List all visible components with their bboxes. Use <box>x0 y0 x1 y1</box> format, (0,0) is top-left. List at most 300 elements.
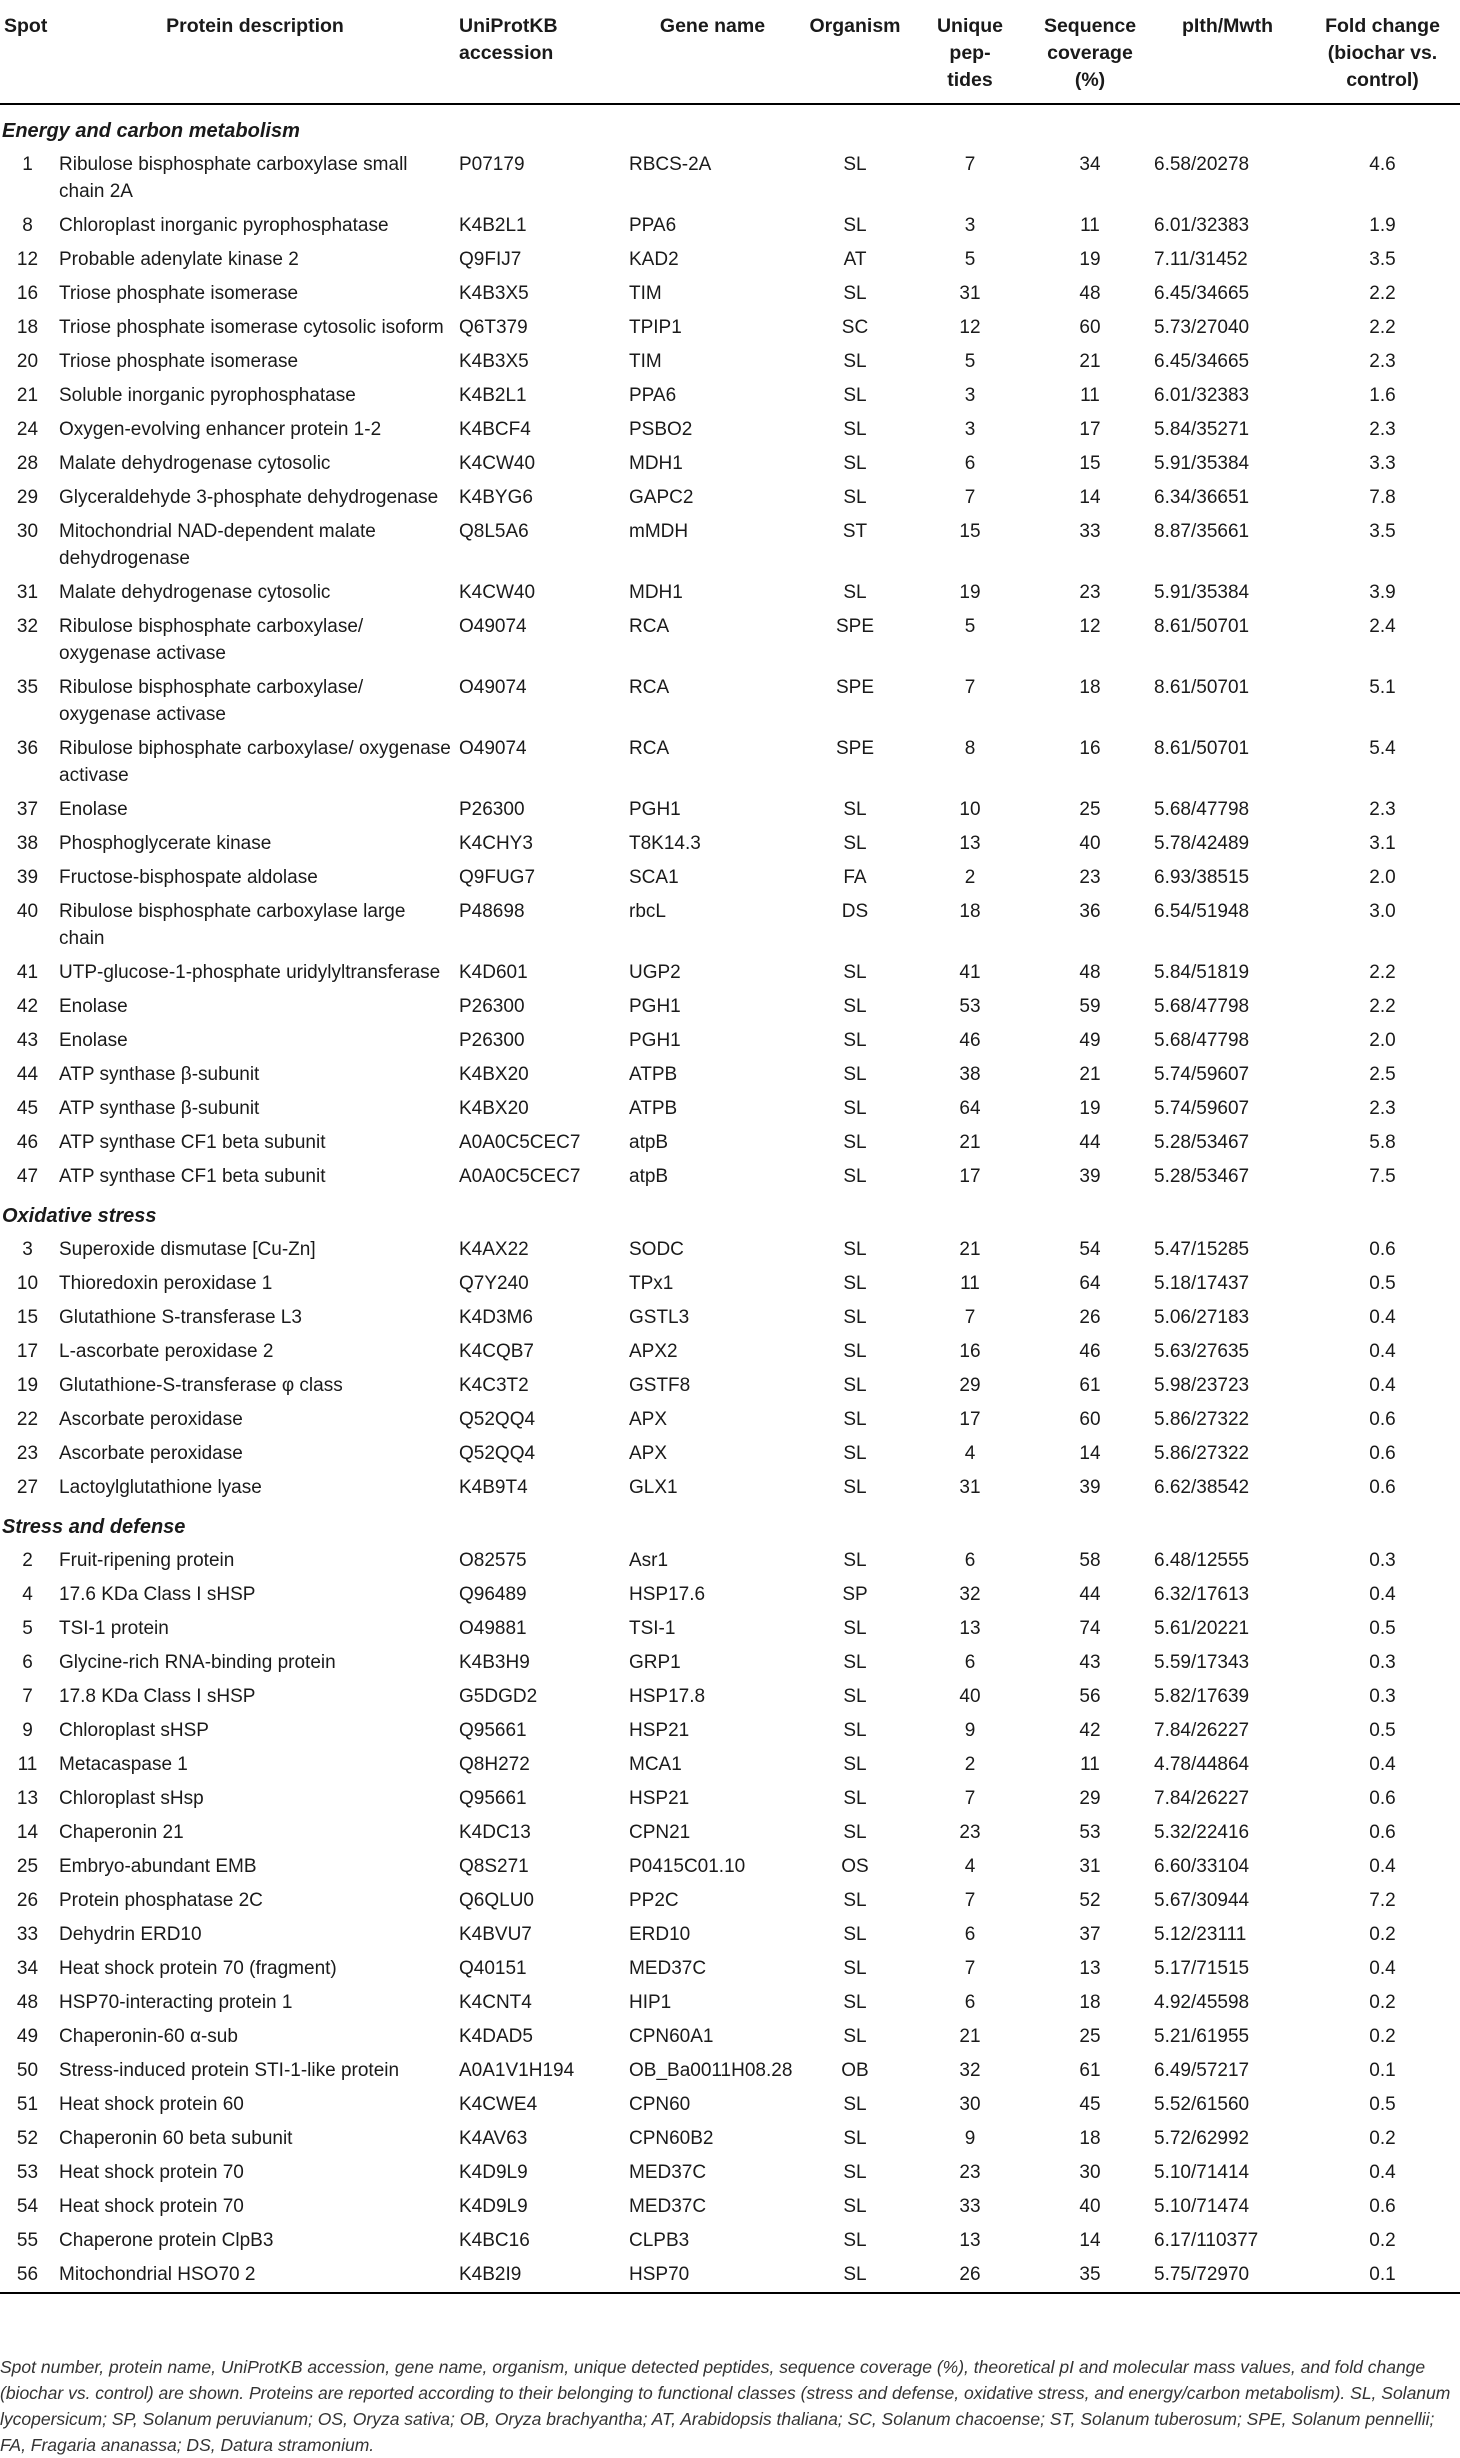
cell-fold-change: 2.2 <box>1369 283 1396 304</box>
cell-pi-mw: 5.68/47798 <box>1154 996 1250 1017</box>
cell-unique-peptides: 17 <box>959 1409 981 1430</box>
cell-unique-peptides: 23 <box>959 1822 981 1843</box>
cell-accession: P48698 <box>459 901 525 922</box>
cell-sequence-coverage: 30 <box>1079 2162 1101 2183</box>
cell-gene-name: Asr1 <box>629 1550 669 1571</box>
table-row <box>0 671 1460 732</box>
cell-gene-name: PPA6 <box>629 385 677 406</box>
cell-organism: SL <box>843 385 867 406</box>
table-header-row <box>0 0 1460 104</box>
cell-protein-description: Enolase <box>59 996 128 1017</box>
cell-accession: O49074 <box>459 738 527 759</box>
cell-fold-change: 0.1 <box>1369 2060 1396 2081</box>
cell-protein-description: Fructose-bisphospate aldolase <box>59 867 318 888</box>
cell-protein-description: Triose phosphate isomerase cytosolic isoform <box>59 317 444 338</box>
cell-unique-peptides: 32 <box>959 2060 981 2081</box>
cell-fold-change: 0.6 <box>1369 2196 1396 2217</box>
cell-unique-peptides: 19 <box>959 582 981 603</box>
cell-accession: P26300 <box>459 1030 525 1051</box>
cell-pi-mw: 5.32/22416 <box>1154 1822 1250 1843</box>
cell-protein-description: Glyceraldehyde 3-phosphate dehydrogenase <box>59 487 439 508</box>
cell-organism: SL <box>843 453 867 474</box>
cell-spot: 6 <box>22 1652 33 1673</box>
cell-pi-mw: 5.78/42489 <box>1154 833 1250 854</box>
cell-pi-mw: 4.78/44864 <box>1154 1754 1250 1775</box>
cell-spot: 26 <box>16 1890 39 1911</box>
cell-spot: 4 <box>22 1584 33 1605</box>
cell-gene-name: CPN60B2 <box>629 2128 714 2149</box>
cell-protein-description: ATP synthase CF1 beta subunit <box>59 1132 326 1153</box>
cell-accession: Q52QQ4 <box>459 1409 536 1430</box>
cell-accession: Q6T379 <box>459 317 528 338</box>
cell-pi-mw: 5.98/23723 <box>1154 1375 1250 1396</box>
table-row <box>0 2190 1460 2224</box>
cell-unique-peptides: 13 <box>959 833 981 854</box>
cell-fold-change: 0.6 <box>1369 1239 1396 1260</box>
cell-spot: 52 <box>16 2128 39 2149</box>
cell-pi-mw: 5.73/27040 <box>1154 317 1250 338</box>
cell-protein-description: Chaperonin 60 beta subunit <box>59 2128 293 2149</box>
cell-fold-change: 0.4 <box>1369 1584 1396 1605</box>
cell-accession: K4CHY3 <box>459 833 533 854</box>
cell-fold-change: 1.6 <box>1369 385 1396 406</box>
cell-fold-change: 0.2 <box>1369 1924 1396 1945</box>
cell-pi-mw: 6.45/34665 <box>1154 351 1250 372</box>
cell-spot: 23 <box>16 1443 39 1464</box>
cell-spot: 44 <box>16 1064 39 1085</box>
cell-sequence-coverage: 11 <box>1080 215 1100 236</box>
cell-protein-description: Chloroplast inorganic pyrophosphatase <box>59 215 389 236</box>
cell-spot: 12 <box>16 249 39 270</box>
cell-protein-description: Chaperone protein ClpB3 <box>59 2230 274 2251</box>
section-title: Energy and carbon metabolism <box>2 120 300 142</box>
table-row <box>0 2258 1460 2293</box>
cell-gene-name: RBCS-2A <box>629 154 712 175</box>
cell-spot: 50 <box>16 2060 39 2081</box>
cell-sequence-coverage: 14 <box>1079 2230 1101 2251</box>
cell-gene-name: OB_Ba0011H08.28 <box>629 2060 793 2081</box>
cell-spot: 11 <box>17 1754 38 1775</box>
cell-sequence-coverage: 25 <box>1079 799 1101 820</box>
cell-organism: SL <box>843 1822 867 1843</box>
cell-sequence-coverage: 16 <box>1079 738 1101 759</box>
cell-accession: Q8H272 <box>459 1754 530 1775</box>
cell-organism: SL <box>843 2026 867 2047</box>
cell-spot: 47 <box>16 1166 39 1187</box>
cell-accession: Q52QQ4 <box>459 1443 536 1464</box>
cell-pi-mw: 5.59/17343 <box>1154 1652 1250 1673</box>
cell-unique-peptides: 13 <box>959 1618 981 1639</box>
table-row <box>0 1578 1460 1612</box>
cell-gene-name: MCA1 <box>629 1754 682 1775</box>
cell-sequence-coverage: 45 <box>1079 2094 1101 2115</box>
cell-sequence-coverage: 44 <box>1079 1584 1101 1605</box>
cell-spot: 43 <box>16 1030 39 1051</box>
table-row <box>0 1782 1460 1816</box>
cell-gene-name: RCA <box>629 616 670 637</box>
cell-protein-description: L-ascorbate peroxidase 2 <box>59 1341 274 1362</box>
table-row <box>0 1403 1460 1437</box>
section-header-row <box>0 1194 1460 1233</box>
cell-unique-peptides: 2 <box>964 1754 976 1775</box>
cell-gene-name: PSBO2 <box>629 419 693 440</box>
table-row <box>0 1544 1460 1578</box>
table-row <box>0 2224 1460 2258</box>
cell-sequence-coverage: 14 <box>1079 487 1101 508</box>
cell-organism: SL <box>843 1064 867 1085</box>
table-row <box>0 2020 1460 2054</box>
cell-protein-description: Soluble inorganic pyrophosphatase <box>59 385 356 406</box>
cell-sequence-coverage: 31 <box>1079 1856 1101 1877</box>
cell-fold-change: 2.2 <box>1369 317 1396 338</box>
cell-fold-change: 2.2 <box>1369 962 1396 983</box>
cell-protein-description: Ribulose biphosphate carboxylase/ oxygenase activase <box>59 738 451 786</box>
cell-sequence-coverage: 13 <box>1079 1958 1101 1979</box>
cell-accession: O49074 <box>459 616 527 637</box>
cell-organism: SL <box>843 1754 867 1775</box>
cell-fold-change: 0.6 <box>1369 1822 1396 1843</box>
section-title: Oxidative stress <box>2 1205 157 1227</box>
table-row <box>0 1986 1460 2020</box>
table-row <box>0 1233 1460 1267</box>
cell-gene-name: GAPC2 <box>629 487 694 508</box>
cell-protein-description: Glycine-rich RNA-binding protein <box>59 1652 336 1673</box>
cell-spot: 41 <box>16 962 39 983</box>
cell-gene-name: HSP21 <box>629 1788 690 1809</box>
cell-accession: K4D3M6 <box>459 1307 533 1328</box>
cell-fold-change: 2.3 <box>1369 799 1396 820</box>
cell-spot: 7 <box>22 1686 33 1707</box>
cell-organism: SL <box>843 1477 867 1498</box>
header-uniprotkb-accession-text: UniProtKB accession <box>459 15 558 64</box>
cell-sequence-coverage: 40 <box>1079 2196 1101 2217</box>
cell-protein-description: ATP synthase β-subunit <box>59 1064 260 1085</box>
cell-fold-change: 0.2 <box>1369 2128 1396 2149</box>
cell-sequence-coverage: 35 <box>1030 2258 1150 2293</box>
cell-sequence-coverage: 19 <box>1079 249 1101 270</box>
cell-organism: SL <box>843 1098 867 1119</box>
cell-organism: SL <box>843 1375 867 1396</box>
cell-accession: K4B3H9 <box>459 1652 530 1673</box>
cell-pi-mw: 5.28/53467 <box>1154 1132 1250 1153</box>
cell-sequence-coverage: 36 <box>1079 901 1101 922</box>
cell-protein-description: Malate dehydrogenase cytosolic <box>59 453 331 474</box>
cell-accession: K4BCF4 <box>459 419 531 440</box>
cell-unique-peptides: 21 <box>959 1132 981 1153</box>
cell-unique-peptides: 6 <box>964 1550 976 1571</box>
cell-organism: SL <box>843 996 867 1017</box>
cell-organism: SL <box>843 1239 867 1260</box>
cell-sequence-coverage: 40 <box>1079 833 1101 854</box>
cell-accession: K4D9L9 <box>459 2162 528 2183</box>
cell-unique-peptides: 9 <box>964 2128 976 2149</box>
cell-organism: SL <box>800 2258 910 2293</box>
cell-sequence-coverage: 56 <box>1079 1686 1101 1707</box>
cell-protein-description: Heat shock protein 60 <box>59 2094 244 2115</box>
cell-protein-description: Phosphoglycerate kinase <box>59 833 272 854</box>
cell-fold-change: 3.3 <box>1369 453 1396 474</box>
cell-spot: 10 <box>16 1273 39 1294</box>
cell-protein-description: Lactoylglutathione lyase <box>59 1477 262 1498</box>
table-row <box>0 1612 1460 1646</box>
cell-unique-peptides: 5 <box>964 351 976 372</box>
cell-unique-peptides: 41 <box>959 962 981 983</box>
cell-pi-mw: 7.84/26227 <box>1154 1788 1250 1809</box>
table-row <box>0 1437 1460 1471</box>
cell-sequence-coverage: 44 <box>1079 1132 1101 1153</box>
cell-unique-peptides: 7 <box>964 1890 976 1911</box>
cell-unique-peptides: 2 <box>964 867 976 888</box>
cell-spot: 49 <box>16 2026 39 2047</box>
cell-gene-name: MDH1 <box>629 582 683 603</box>
cell-pi-mw: 5.10/71414 <box>1154 2162 1250 2183</box>
cell-spot: 51 <box>16 2094 39 2115</box>
cell-fold-change: 2.0 <box>1369 1030 1396 1051</box>
cell-unique-peptides: 21 <box>959 2026 981 2047</box>
cell-fold-change: 0.5 <box>1369 1273 1396 1294</box>
cell-organism: SL <box>843 1686 867 1707</box>
cell-fold-change: 0.6 <box>1369 1788 1396 1809</box>
cell-accession: P07179 <box>459 154 525 175</box>
cell-fold-change: 0.4 <box>1369 1341 1396 1362</box>
cell-unique-peptides: 3 <box>964 215 976 236</box>
cell-gene-name: P0415C01.10 <box>629 1856 746 1877</box>
cell-sequence-coverage: 19 <box>1079 1098 1101 1119</box>
cell-spot: 9 <box>22 1720 33 1741</box>
section-header-row <box>0 1505 1460 1544</box>
cell-unique-peptides: 13 <box>959 2230 981 2251</box>
cell-unique-peptides: 46 <box>959 1030 981 1051</box>
cell-spot: 13 <box>16 1788 39 1809</box>
cell-organism: DS <box>841 901 869 922</box>
cell-protein-description: Stress-induced protein STI-1-like protein <box>59 2060 400 2081</box>
cell-pi-mw: 5.67/30944 <box>1154 1890 1250 1911</box>
cell-sequence-coverage: 23 <box>1079 582 1101 603</box>
cell-sequence-coverage: 33 <box>1079 521 1101 542</box>
table-row <box>0 447 1460 481</box>
cell-organism: SL <box>843 351 867 372</box>
cell-protein-description: Dehydrin ERD10 <box>59 1924 202 1945</box>
table-row <box>0 1850 1460 1884</box>
cell-spot: 1 <box>22 154 33 175</box>
cell-accession: K4BC16 <box>459 2230 530 2251</box>
cell-spot: 32 <box>16 616 39 637</box>
cell-gene-name: HSP21 <box>629 1720 690 1741</box>
table-row <box>0 1884 1460 1918</box>
cell-protein-description: Embryo-abundant EMB <box>59 1856 257 1877</box>
cell-unique-peptides: 10 <box>959 799 981 820</box>
cell-spot: 42 <box>16 996 39 1017</box>
cell-unique-peptides: 32 <box>959 1584 981 1605</box>
cell-pi-mw: 5.91/35384 <box>1154 453 1250 474</box>
cell-spot: 56 <box>0 2258 55 2293</box>
cell-organism: SL <box>843 833 867 854</box>
cell-pi-mw: 8.61/50701 <box>1154 677 1250 698</box>
table-row <box>0 793 1460 827</box>
cell-accession: K4D9L9 <box>459 2196 528 2217</box>
table-row <box>0 1918 1460 1952</box>
table-row <box>0 1646 1460 1680</box>
cell-pi-mw: 5.63/27635 <box>1154 1341 1250 1362</box>
cell-pi-mw: 5.06/27183 <box>1154 1307 1250 1328</box>
cell-protein-description: ATP synthase β-subunit <box>59 1098 260 1119</box>
cell-fold-change: 7.8 <box>1369 487 1396 508</box>
cell-protein-description: Enolase <box>59 1030 128 1051</box>
cell-protein-description: Triose phosphate isomerase <box>59 351 299 372</box>
cell-sequence-coverage: 25 <box>1079 2026 1101 2047</box>
cell-unique-peptides: 7 <box>964 677 976 698</box>
cell-pi-mw: 5.86/27322 <box>1154 1409 1250 1430</box>
cell-gene-name: CPN60 <box>629 2094 691 2115</box>
cell-accession: Q40151 <box>459 1958 527 1979</box>
cell-spot: 5 <box>22 1618 33 1639</box>
cell-sequence-coverage: 60 <box>1079 1409 1101 1430</box>
cell-protein-description: Enolase <box>59 799 128 820</box>
cell-pi-mw: 6.48/12555 <box>1154 1550 1250 1571</box>
cell-protein-description: Heat shock protein 70 <box>59 2162 244 2183</box>
cell-organism: SL <box>843 1890 867 1911</box>
cell-accession: G5DGD2 <box>459 1686 538 1707</box>
table-row <box>0 1335 1460 1369</box>
cell-protein-description: Mitochondrial NAD-dependent malate dehydrogenase <box>59 521 376 569</box>
cell-unique-peptides: 17 <box>959 1166 981 1187</box>
cell-organism: SPE <box>835 616 875 637</box>
header-unique-peptides <box>910 0 1030 104</box>
cell-organism: SL <box>843 799 867 820</box>
cell-gene-name: rbcL <box>629 901 666 922</box>
cell-fold-change: 3.1 <box>1369 833 1396 854</box>
cell-gene-name: MED37C <box>629 2196 707 2217</box>
cell-accession: Q7Y240 <box>459 1273 529 1294</box>
cell-organism: SL <box>843 1652 867 1673</box>
cell-accession: K4CWE4 <box>459 2094 538 2115</box>
cell-gene-name: RCA <box>629 738 670 759</box>
cell-fold-change: 0.1 <box>1305 2258 1460 2293</box>
cell-unique-peptides: 8 <box>964 738 976 759</box>
cell-unique-peptides: 26 <box>910 2258 1030 2293</box>
cell-unique-peptides: 7 <box>964 487 976 508</box>
cell-protein-description: UTP-glucose-1-phosphate uridylyltransferase <box>59 962 441 983</box>
cell-fold-change: 2.3 <box>1369 351 1396 372</box>
cell-protein-description: 17.6 KDa Class I sHSP <box>59 1584 256 1605</box>
table-row <box>0 1748 1460 1782</box>
cell-organism: SL <box>843 1030 867 1051</box>
cell-protein-description: Glutathione-S-transferase φ class <box>59 1375 343 1396</box>
cell-pi-mw: 6.54/51948 <box>1154 901 1250 922</box>
cell-unique-peptides: 64 <box>959 1098 981 1119</box>
cell-sequence-coverage: 37 <box>1079 1924 1101 1945</box>
cell-unique-peptides: 31 <box>959 1477 981 1498</box>
cell-gene-name: atpB <box>629 1132 669 1153</box>
cell-protein-description: Thioredoxin peroxidase 1 <box>59 1273 273 1294</box>
cell-pi-mw: 8.61/50701 <box>1154 738 1250 759</box>
cell-protein-description: Ascorbate peroxidase <box>59 1443 243 1464</box>
cell-organism: SL <box>843 1924 867 1945</box>
cell-accession: Q6QLU0 <box>459 1890 534 1911</box>
cell-pi-mw: 5.28/53467 <box>1154 1166 1250 1187</box>
cell-fold-change: 0.2 <box>1369 1992 1396 2013</box>
cell-unique-peptides: 21 <box>959 1239 981 1260</box>
cell-fold-change: 7.2 <box>1369 1890 1396 1911</box>
cell-protein-description: Fruit-ripening protein <box>59 1550 235 1571</box>
cell-pi-mw: 5.74/59607 <box>1154 1098 1250 1119</box>
cell-pi-mw: 6.34/36651 <box>1154 487 1250 508</box>
table-row <box>0 2122 1460 2156</box>
cell-gene-name: GRP1 <box>629 1652 681 1673</box>
cell-unique-peptides: 29 <box>959 1375 981 1396</box>
cell-sequence-coverage: 53 <box>1079 1822 1101 1843</box>
cell-gene-name: HSP17.6 <box>629 1584 706 1605</box>
header-sequence-coverage <box>1030 0 1150 104</box>
cell-spot: 33 <box>16 1924 39 1945</box>
cell-fold-change: 2.5 <box>1369 1064 1396 1085</box>
cell-organism: SL <box>843 962 867 983</box>
cell-accession: K4B3X5 <box>459 283 529 304</box>
cell-spot: 22 <box>16 1409 39 1430</box>
cell-protein-description: Triose phosphate isomerase <box>59 283 299 304</box>
cell-fold-change: 0.5 <box>1369 1720 1396 1741</box>
cell-sequence-coverage: 34 <box>1079 154 1101 175</box>
cell-fold-change: 2.3 <box>1369 419 1396 440</box>
cell-pi-mw: 7.11/31452 <box>1154 249 1248 270</box>
cell-gene-name: TPx1 <box>629 1273 674 1294</box>
cell-accession: O82575 <box>459 1550 527 1571</box>
cell-unique-peptides: 40 <box>959 1686 981 1707</box>
cell-accession: Q96489 <box>459 1584 527 1605</box>
cell-fold-change: 3.5 <box>1369 249 1396 270</box>
table-row <box>0 515 1460 576</box>
cell-accession: K4BX20 <box>459 1064 529 1085</box>
cell-pi-mw: 5.12/23111 <box>1154 1924 1247 1945</box>
cell-pi-mw: 8.87/35661 <box>1154 521 1250 542</box>
cell-sequence-coverage: 58 <box>1079 1550 1101 1571</box>
cell-sequence-coverage: 52 <box>1079 1890 1101 1911</box>
cell-organism: SL <box>843 1443 867 1464</box>
cell-organism: SL <box>843 2094 867 2115</box>
cell-accession: K4CW40 <box>459 453 536 474</box>
cell-sequence-coverage: 61 <box>1079 2060 1101 2081</box>
cell-gene-name: ATPB <box>629 1098 678 1119</box>
cell-sequence-coverage: 64 <box>1079 1273 1101 1294</box>
table-row <box>0 1024 1460 1058</box>
cell-unique-peptides: 15 <box>959 521 981 542</box>
cell-organism: SL <box>843 419 867 440</box>
cell-fold-change: 0.4 <box>1369 2162 1396 2183</box>
cell-gene-name: CPN21 <box>629 1822 691 1843</box>
cell-gene-name: T8K14.3 <box>629 833 701 854</box>
cell-spot: 55 <box>16 2230 39 2251</box>
cell-gene-name: KAD2 <box>629 249 679 270</box>
cell-pi-mw: 5.86/27322 <box>1154 1443 1250 1464</box>
cell-organism: SL <box>843 1720 867 1741</box>
cell-pi-mw: 5.75/72970 <box>1150 2258 1305 2293</box>
cell-spot: 25 <box>16 1856 39 1877</box>
cell-gene-name: PGH1 <box>629 1030 681 1051</box>
cell-fold-change: 2.2 <box>1369 996 1396 1017</box>
cell-protein-description: Ribulose bisphosphate carboxylase large chain <box>59 901 406 949</box>
cell-pi-mw: 6.32/17613 <box>1154 1584 1250 1605</box>
cell-sequence-coverage: 21 <box>1079 1064 1101 1085</box>
cell-unique-peptides: 6 <box>964 453 976 474</box>
table-row <box>0 990 1460 1024</box>
cell-sequence-coverage: 29 <box>1079 1788 1101 1809</box>
cell-organism: SL <box>843 1958 867 1979</box>
cell-unique-peptides: 4 <box>964 1443 976 1464</box>
cell-protein-description: Chaperonin-60 α-sub <box>59 2026 238 2047</box>
cell-fold-change: 0.3 <box>1369 1686 1396 1707</box>
table-row <box>0 1680 1460 1714</box>
cell-gene-name: HSP70 <box>625 2258 800 2293</box>
